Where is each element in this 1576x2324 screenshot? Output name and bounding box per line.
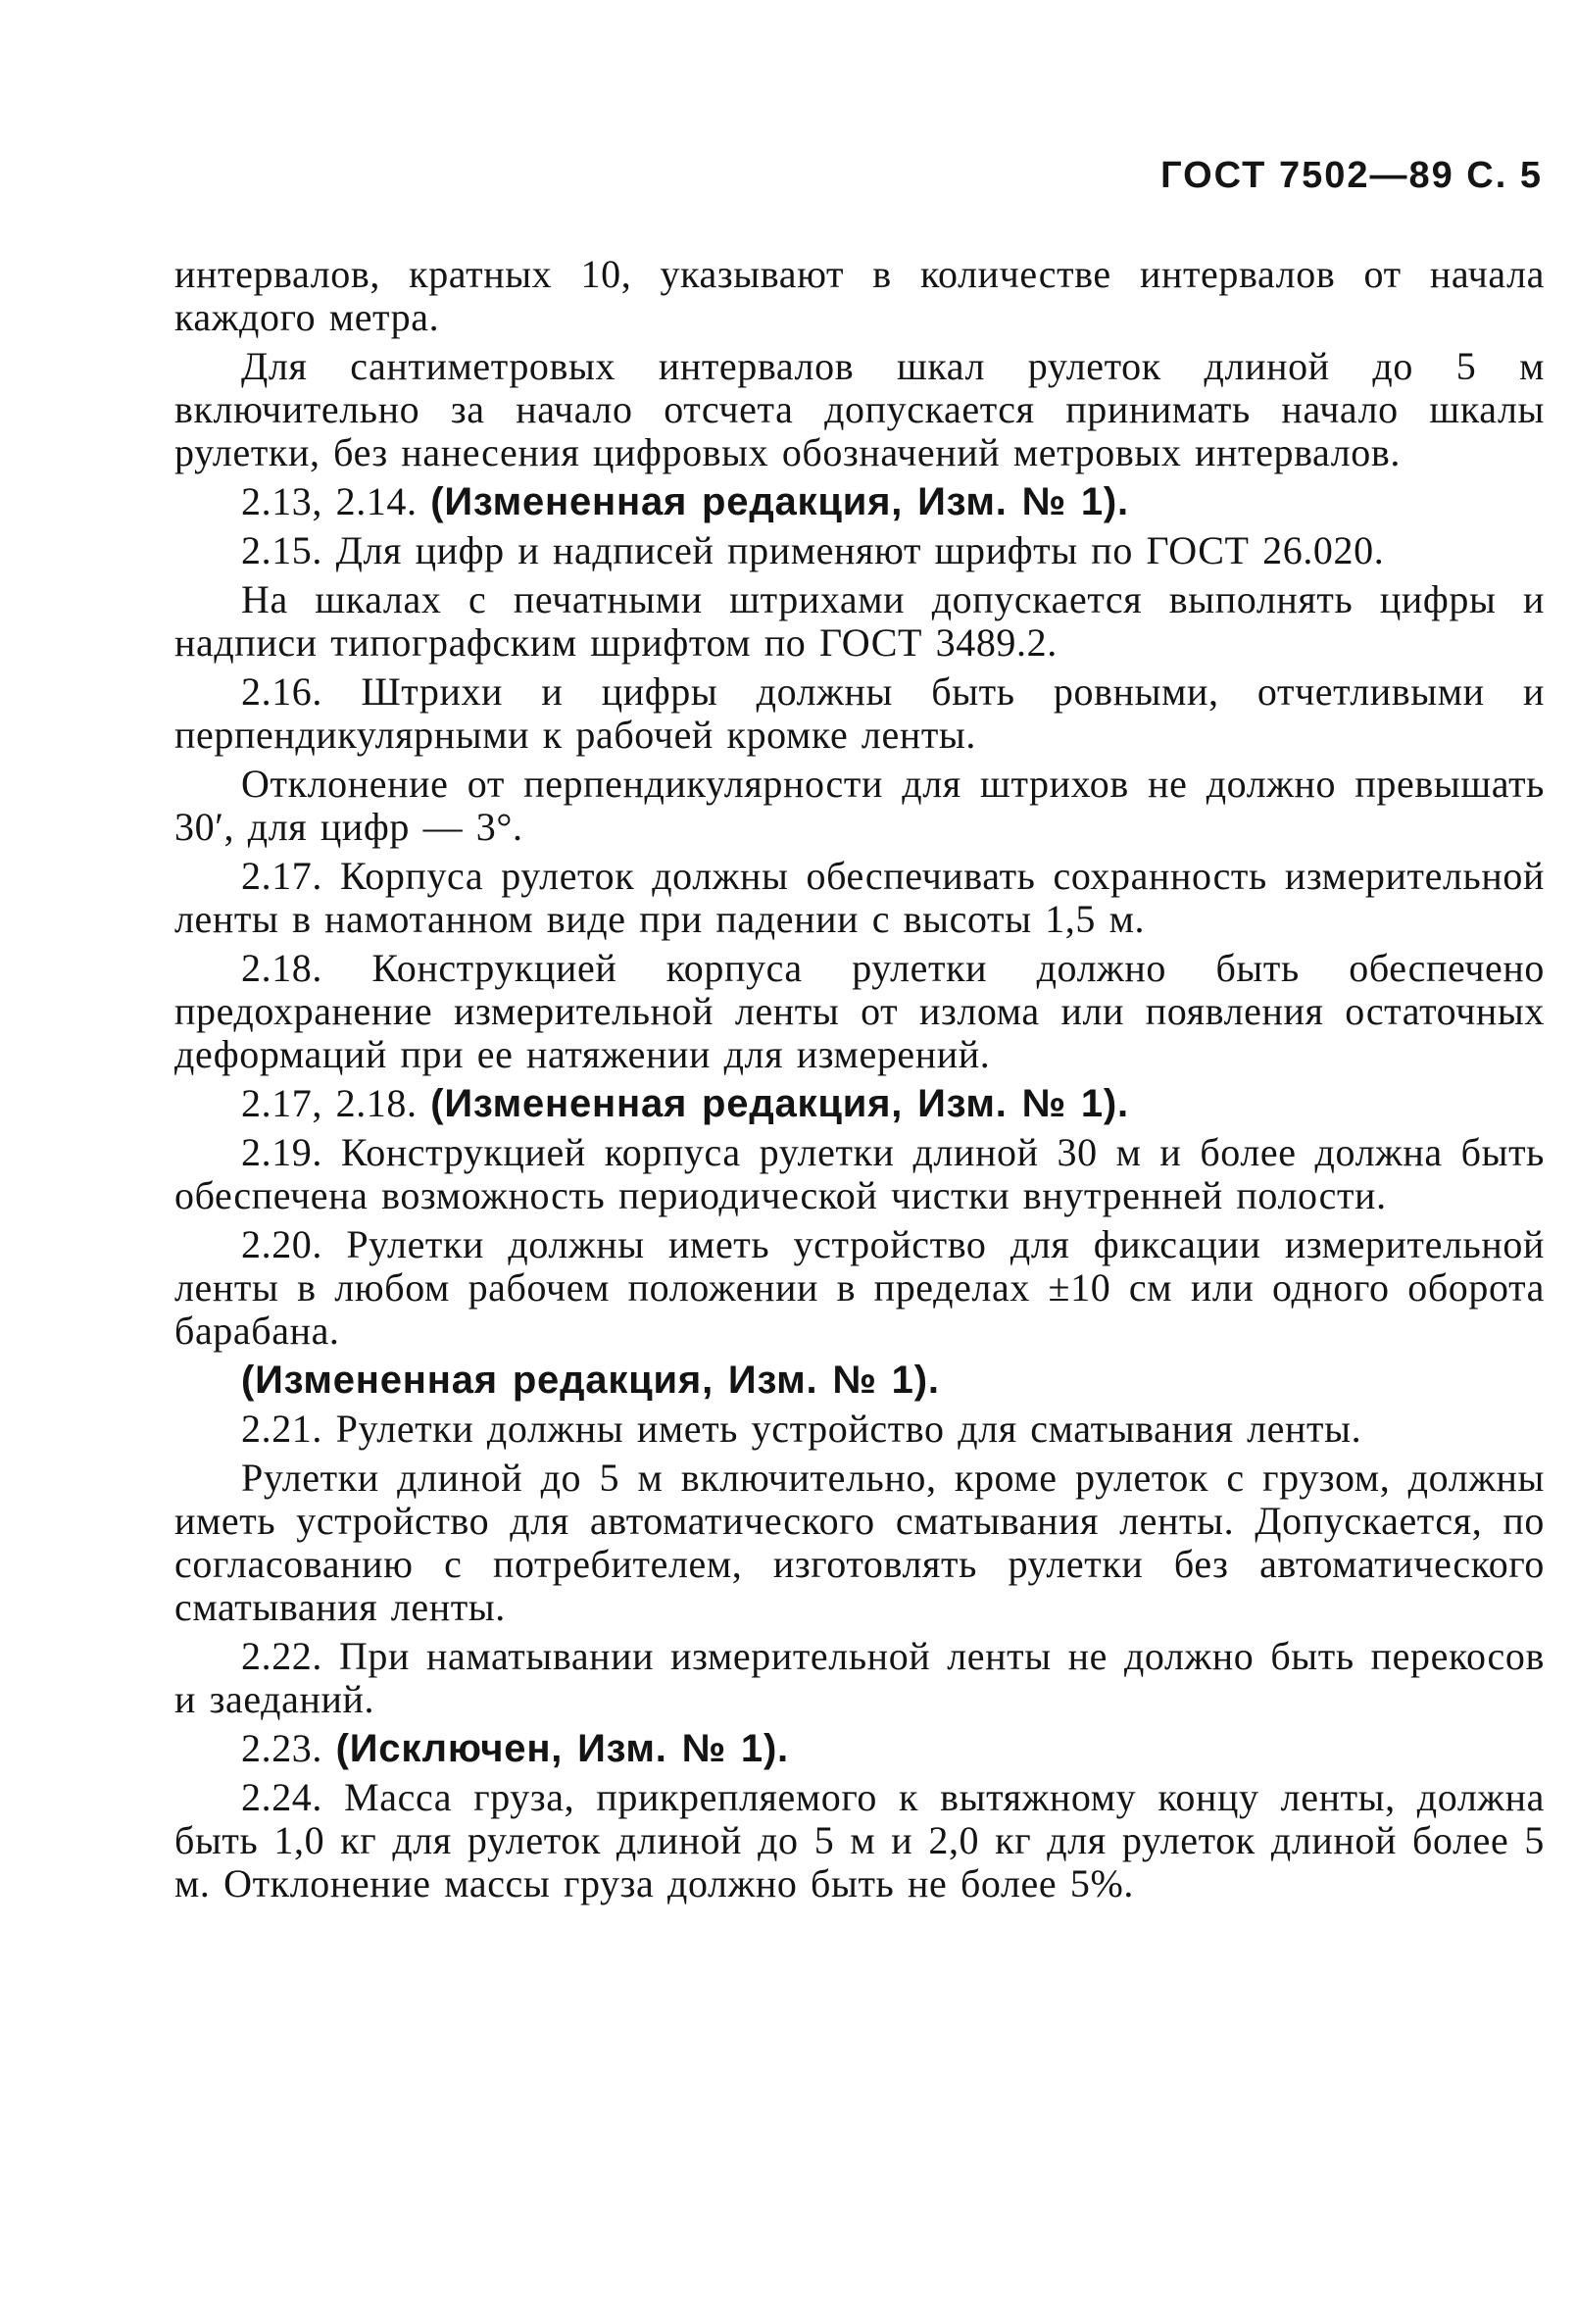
amendment-text: (Измененная редакция, Изм. № 1). <box>241 1359 940 1402</box>
clause-2-24: 2.24. Масса груза, прикрепляемого к вытяжному концу ленты, должна быть 1,0 кг для рулеток длиной до 5 м и 2,0 кг для рулеток длиной более 5 м. Отклонение массы груза должно быть не более 5%. <box>174 1775 1545 1905</box>
amendment-text: (Измененная редакция, Изм. № 1). <box>430 1082 1129 1125</box>
amendment-note-2-13-2-14 <box>174 480 1545 523</box>
clause-2-23-excluded <box>174 1727 1545 1770</box>
body-text <box>174 253 1545 1911</box>
amendment-text: (Измененная редакция, Изм. № 1). <box>430 480 1129 523</box>
amendment-note-2-20 <box>174 1359 1545 1402</box>
paragraph-perpendicularity-deviation: Отклонение от перпендикулярности для штрихов не должно превышать 30′, для цифр — 3°. <box>174 762 1545 849</box>
clause-number: 2.23. <box>241 1726 322 1770</box>
clause-2-22: 2.22. При наматывании измерительной ленты не должно быть перекосов и заеданий. <box>174 1634 1545 1721</box>
amendment-note-2-17-2-18 <box>174 1082 1545 1125</box>
paragraph-centimeter-intervals: Для сантиметровых интервалов шкал рулеток длиной до 5 м включительно за начало отсчета допускается принимать начало шкалы рулетки, без нанесения цифровых обозначений метровых интервалов. <box>174 344 1545 474</box>
clause-2-19: 2.19. Конструкцией корпуса рулетки длиной 30 м и более должна быть обеспечена возможность периодической чистки внутренней полости. <box>174 1130 1545 1217</box>
paragraph-intervals-continued: интервалов, кратных 10, указывают в количестве интервалов от начала каждого метра. <box>174 252 1545 339</box>
paragraph-auto-winding: Рулетки длиной до 5 м включительно, кроме рулеток с грузом, должны иметь устройство для автоматического сматывания ленты. Допускается, по согласованию с потребителем, изготовлять рулетки без автоматического сматывания ленты. <box>174 1456 1545 1629</box>
running-header: ГОСТ 7502—89 С. 5 <box>1160 155 1543 196</box>
clause-2-18: 2.18. Конструкцией корпуса рулетки должно быть обеспечено предохранение измерительной ленты от излома или появления остаточных деформаций при ее натяжении для измерений. <box>174 946 1545 1076</box>
exclusion-text: (Исключен, Изм. № 1). <box>335 1727 789 1770</box>
clause-2-21: 2.21. Рулетки должны иметь устройство для сматывания ленты. <box>241 1407 1362 1451</box>
clause-2-15: 2.15. Для цифр и надписей применяют шрифты по ГОСТ 26.020. <box>241 528 1385 572</box>
clause-number: 2.13, 2.14. <box>241 479 418 523</box>
paragraph-printed-marks: На шкалах с печатными штрихами допускается выполнять цифры и надписи типографским шрифтом по ГОСТ 3489.2. <box>174 577 1545 665</box>
clause-number: 2.17, 2.18. <box>241 1081 418 1125</box>
clause-2-20: 2.20. Рулетки должны иметь устройство для фиксации измерительной ленты в любом рабочем положении в пределах ±10 см или одного оборота барабана. <box>174 1222 1545 1353</box>
clause-2-16: 2.16. Штрихи и цифры должны быть ровными, отчетливыми и перпендикулярными к рабочей кромке ленты. <box>174 669 1545 757</box>
clause-2-17: 2.17. Корпуса рулеток должны обеспечивать сохранность измерительной ленты в намотанном виде при падении с высоты 1,5 м. <box>174 854 1545 941</box>
